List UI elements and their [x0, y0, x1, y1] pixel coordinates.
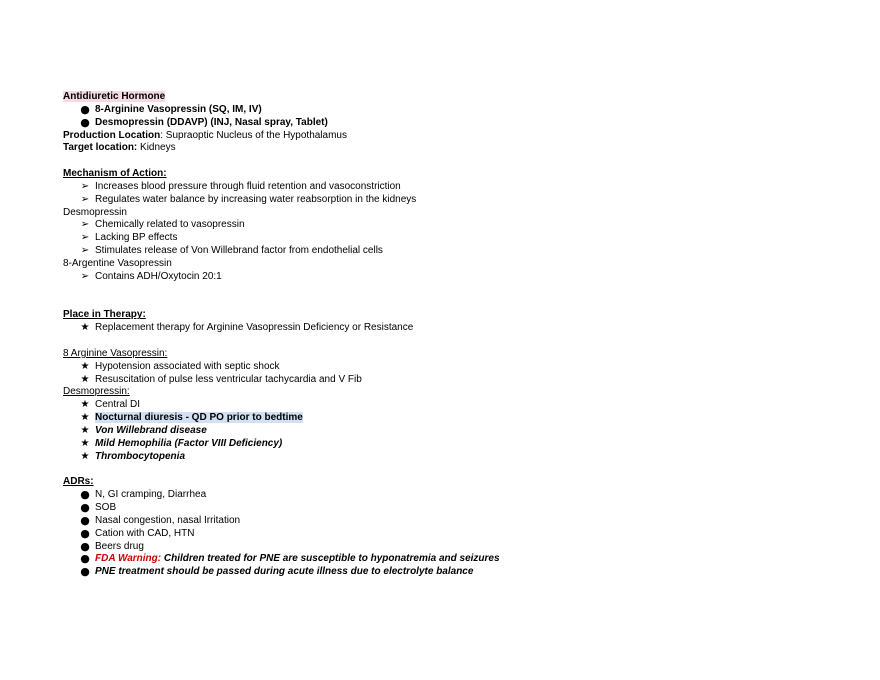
- drug-name: Desmopressin (DDAVP) (INJ, Nasal spray, Tablet): [95, 116, 328, 128]
- list-item: [63, 322, 823, 335]
- arrow-icon: ➢: [80, 180, 90, 192]
- subheading-text: Desmopressin: [63, 206, 127, 218]
- list-item: [63, 502, 823, 515]
- bullet-icon: ●: [80, 526, 90, 540]
- production-location: [63, 130, 823, 143]
- list-item: [63, 232, 823, 245]
- target-location: [63, 142, 823, 155]
- list-item-text: Von Willebrand disease: [95, 424, 207, 436]
- adrs-heading-line: [63, 476, 823, 489]
- production-value: : Supraoptic Nucleus of the Hypothalamus: [160, 129, 347, 141]
- list-item-text: Hypotension associated with septic shock: [95, 360, 280, 372]
- drug-name: 8-Arginine Vasopressin (SQ, IM, IV): [95, 103, 262, 115]
- list-item-text: Increases blood pressure through fluid retention and vasoconstriction: [95, 180, 401, 192]
- moa-desmopressin-label: [63, 207, 823, 220]
- list-item: [63, 117, 823, 130]
- star-icon: ★: [80, 412, 90, 424]
- star-icon: ★: [80, 450, 90, 462]
- star-icon: ★: [80, 360, 90, 372]
- therapy-desmopressin-label: [63, 386, 823, 399]
- fda-warning-text: Children treated for PNE are susceptible to hyponatremia and seizures: [161, 553, 500, 565]
- list-item: [63, 194, 823, 207]
- bullet-icon: ●: [80, 565, 90, 579]
- spacer: [63, 335, 823, 348]
- list-item: [63, 566, 823, 579]
- document-page: [63, 91, 823, 579]
- list-item-text: Nasal congestion, nasal Irritation: [95, 514, 241, 526]
- list-item-text: SOB: [95, 502, 117, 513]
- list-item-text: Chemically related to vasopressin: [95, 219, 245, 231]
- list-item: [63, 374, 823, 387]
- list-item-text: Replacement therapy for Arginine Vasopressin Deficiency or Resistance: [95, 322, 414, 334]
- moa-vasopressin-label: [63, 258, 823, 271]
- arrow-icon: ➢: [80, 193, 90, 205]
- arrow-icon: ➢: [80, 232, 90, 244]
- fda-warning: [63, 553, 823, 566]
- therapy-heading-line: [63, 309, 823, 322]
- star-icon: ★: [80, 373, 90, 385]
- target-value: Kidneys: [137, 142, 176, 154]
- list-item-text: Lacking BP effects: [95, 232, 178, 244]
- spacer: [63, 463, 823, 476]
- fda-warning-label: FDA Warning:: [95, 553, 162, 565]
- bullet-icon: ●: [80, 115, 90, 129]
- target-label: Target location:: [63, 142, 138, 154]
- spacer: [63, 284, 823, 310]
- list-item-text: Mild Hemophilia (Factor VIII Deficiency): [95, 437, 283, 449]
- bullet-icon: ●: [80, 539, 90, 553]
- list-item: [63, 541, 823, 554]
- list-item-text: Contains ADH/Oxytocin 20:1: [95, 270, 222, 282]
- list-item: [63, 425, 823, 438]
- arrow-icon: ➢: [80, 245, 90, 257]
- moa-heading-line: [63, 168, 823, 181]
- list-item-text: Resuscitation of pulse less ventricular tachycardia and V Fib: [95, 373, 362, 385]
- list-item: [63, 489, 823, 502]
- spacer: [63, 155, 823, 168]
- bullet-icon: ●: [80, 488, 90, 502]
- arrow-icon: ➢: [80, 270, 90, 282]
- list-item: [63, 399, 823, 412]
- title-line: [63, 91, 823, 104]
- therapy-vasopressin-label: [63, 348, 823, 361]
- adrs-heading: ADRs:: [63, 476, 94, 488]
- list-item-text: Stimulates release of Von Willebrand factor from endothelial cells: [95, 245, 383, 257]
- list-item: [63, 245, 823, 258]
- list-item: [63, 515, 823, 528]
- list-item: [63, 412, 823, 425]
- list-item-text: Thrombocytopenia: [95, 450, 186, 462]
- moa-heading: Mechanism of Action:: [63, 168, 167, 180]
- production-label: Production Location: [63, 129, 161, 141]
- list-item: [63, 438, 823, 451]
- list-item-text: N, GI cramping, Diarrhea: [95, 489, 207, 501]
- list-item-text: PNE treatment should be passed during acute illness due to electrolyte balance: [95, 566, 474, 578]
- list-item: [63, 219, 823, 232]
- bullet-icon: ●: [80, 102, 90, 116]
- page-title: Antidiuretic Hormone: [63, 91, 166, 102]
- subheading-text: Desmopressin:: [63, 386, 130, 398]
- list-item: [63, 181, 823, 194]
- star-icon: ★: [80, 399, 90, 411]
- list-item-text: Central DI: [95, 399, 141, 411]
- arrow-icon: ➢: [80, 219, 90, 231]
- list-item: [63, 451, 823, 464]
- list-item-text: Nocturnal diuresis - QD PO prior to bedtime: [95, 412, 303, 424]
- subheading-text: 8 Arginine Vasopressin:: [63, 347, 168, 359]
- subheading-text: 8-Argentine Vasopressin: [63, 257, 172, 269]
- list-item-text: Regulates water balance by increasing water reabsorption in the kidneys: [95, 193, 417, 205]
- therapy-heading: Place in Therapy:: [63, 309, 146, 321]
- list-item: [63, 528, 823, 541]
- list-item-text: Beers drug: [95, 540, 144, 552]
- bullet-icon: ●: [80, 501, 90, 514]
- star-icon: ★: [80, 424, 90, 436]
- list-item: [63, 104, 823, 117]
- bullet-icon: ●: [80, 552, 90, 566]
- star-icon: ★: [80, 437, 90, 449]
- bullet-icon: ●: [80, 513, 90, 527]
- star-icon: ★: [80, 322, 90, 334]
- list-item: [63, 361, 823, 374]
- list-item-text: Cation with CAD, HTN: [95, 527, 195, 539]
- list-item: [63, 271, 823, 284]
